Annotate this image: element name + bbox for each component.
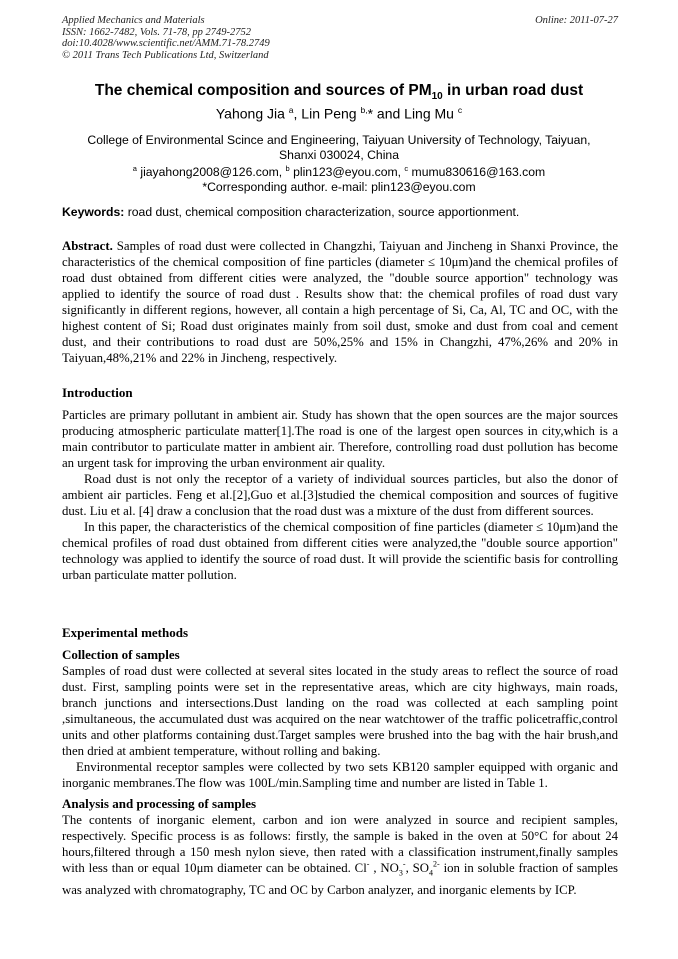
- affiliation-line-1: College of Environmental Scince and Engineering, Taiyuan University of Technology, Taiyuan,: [87, 133, 591, 147]
- analysis-text-4: ion in soluble fraction of samples was analyzed with chromatography, TC and OC by Carbon analyzer, and inorganic elements by ICP.: [62, 861, 618, 897]
- methods-heading: Experimental methods: [62, 625, 189, 640]
- intro-paragraph-1: Particles are primary pollutant in ambient air. Study has shown that the open sources are the major sources producing atmospheric particulate matter[1].The road is one of the largest open sources in city,which is a main contributor to particulate matter in ambient air. Therefore, controlling road dust pollution has become an urgent task for improving the urban environment air quality.: [62, 408, 618, 470]
- email-a: jiayahong2008@126.com,: [140, 165, 286, 180]
- author-3: Ling Mu: [404, 105, 454, 122]
- analysis-text-3: , SO: [405, 861, 430, 875]
- affiliation-block: [70, 133, 608, 194]
- author-1: Yahong Jia: [215, 105, 285, 122]
- author-list: [40, 105, 638, 122]
- chloride-charge: -: [366, 859, 370, 869]
- email-b-mark: b: [285, 164, 290, 173]
- abstract-text: Samples of road dust were collected in Changzhi, Taiyuan and Jincheng in Shanxi Province, the characteristics of the chemical composition of fine particles (diameter ≤ 10μm)and the chemical profiles of road dust obtained from different cities were analyzed, the "double source apportion" technology was applied to identify the source of road dust . Results show that: the chemical profiles of road dust vary significantly in different regions, however, all contain a high percentage of Si, Ca, Al, TC and OC, with the highest content of Si; Road dust originates mainly from soil dust, smoke and dust from coal and cement dust, and their contributions to road dust are 50%,25% and 15% in Changzhi, 47%,26% and 20% in Taiyuan,48%,21% and 22% in Jincheng, respectively.: [62, 239, 618, 365]
- analysis-text-2: , NO: [369, 861, 399, 875]
- keywords: [62, 205, 618, 219]
- affiliation-line-2: Shanxi 030024, China: [279, 147, 399, 162]
- email-line: [70, 162, 608, 180]
- corresponding-author: *Corresponding author. e-mail: plin123@eyou.com: [202, 179, 476, 194]
- abstract: [62, 238, 618, 366]
- author-separator: ,: [293, 105, 302, 122]
- collection-body: [62, 663, 618, 791]
- abstract-label: Abstract.: [62, 239, 113, 253]
- analysis-text-1: The contents of inorganic element, carbon and ion were analyzed in source and recipient samples, respectively. Specific process is as follows: firstly, the sample is baked in the oven at 50°C for about 24 hours,filtered through a 150 mesh nylon sieve, then rated with a classification instrument,finally samples with less than or equal 10μm diameter can be obtained. Cl: [62, 813, 618, 875]
- analysis-heading: Analysis and processing of samples: [62, 796, 257, 811]
- journal-name: Applied Mechanics and Materials: [62, 15, 205, 26]
- collection-paragraph-1: Samples of road dust were collected at several sites located in the study areas to reflect the source of road dust. First, sampling points were set in the representative areas, which are city highways, main roads, branch junctions and intersections.Dust landing on the road was collected at each sampling point ,simultaneous, the accumulated dust was acquired on the near watchtower of the traffic policetraffic,control units and other platforms containing dust.Target samples were brushed into the bag with the hair brush,and then dried at ambient temperature, without rolling and baking.: [62, 664, 618, 758]
- nitrate-charge: -: [402, 859, 406, 869]
- author-2-star: *: [367, 105, 374, 122]
- author-3-mark: c: [457, 105, 463, 115]
- analysis-paragraph: [62, 812, 618, 898]
- introduction-heading: Introduction: [62, 385, 133, 400]
- collection-paragraph-2: Environmental receptor samples were collected by two sets KB120 sampler equipped with organic and inorganic membranes.The flow was 100L/min.Sampling time and number are listed in Table 1.: [62, 760, 618, 790]
- keywords-text: road dust, chemical composition characterization, source apportionment.: [124, 205, 520, 219]
- nitrate-subscript: 3: [398, 868, 403, 878]
- journal-doi: doi:10.4028/www.scientific.net/AMM.71-78.2749: [62, 38, 270, 49]
- paper-title: [40, 82, 638, 102]
- keywords-label: Keywords:: [62, 205, 125, 219]
- email-a-mark: a: [132, 164, 137, 173]
- collection-heading: Collection of samples: [62, 647, 180, 662]
- title-main: The chemical composition and sources of PM: [94, 82, 432, 99]
- title-end: in urban road dust: [442, 82, 584, 99]
- email-b: plin123@eyou.com,: [293, 165, 405, 180]
- journal-issn: ISSN: 1662-7482, Vols. 71-78, pp 2749-2752: [62, 26, 251, 38]
- journal-header: [62, 15, 618, 61]
- analysis-body: [62, 812, 618, 898]
- author-separator: and: [373, 105, 405, 122]
- intro-paragraph-3: In this paper, the characteristics of the chemical composition of fine particles (diameter ≤ 10μm)and the chemical profiles of road dust obtained from different cities were analyzed,the "double source apportion" technology was applied to identify the source of road dust. It will provide the scientific basis for controlling urban particulate matter pollution.: [62, 520, 618, 582]
- author-2: Lin Peng: [301, 105, 357, 122]
- email-c-mark: c: [404, 164, 409, 173]
- email-c: mumu830616@163.com: [411, 165, 546, 180]
- intro-paragraph-2: Road dust is not only the receptor of a variety of individual sources particles, but also the donor of ambient air particles. Feng et al.[2],Guo et al.[3]studied the chemical composition and sources of fugitive dust. Liu et al. [4] draw a conclusion that the road dust was a mixture of the dust from different sources.: [62, 472, 618, 518]
- sulfate-charge: 2-: [433, 859, 440, 869]
- online-date: Online: 2011-07-27: [535, 15, 618, 26]
- journal-copyright: © 2011 Trans Tech Publications Ltd, Switzerland: [62, 49, 269, 61]
- title-subscript: 10: [431, 91, 443, 103]
- introduction-body: [62, 407, 618, 583]
- sulfate-subscript: 4: [429, 868, 434, 878]
- author-2-mark: b,: [360, 105, 368, 115]
- author-1-mark: a: [288, 105, 294, 115]
